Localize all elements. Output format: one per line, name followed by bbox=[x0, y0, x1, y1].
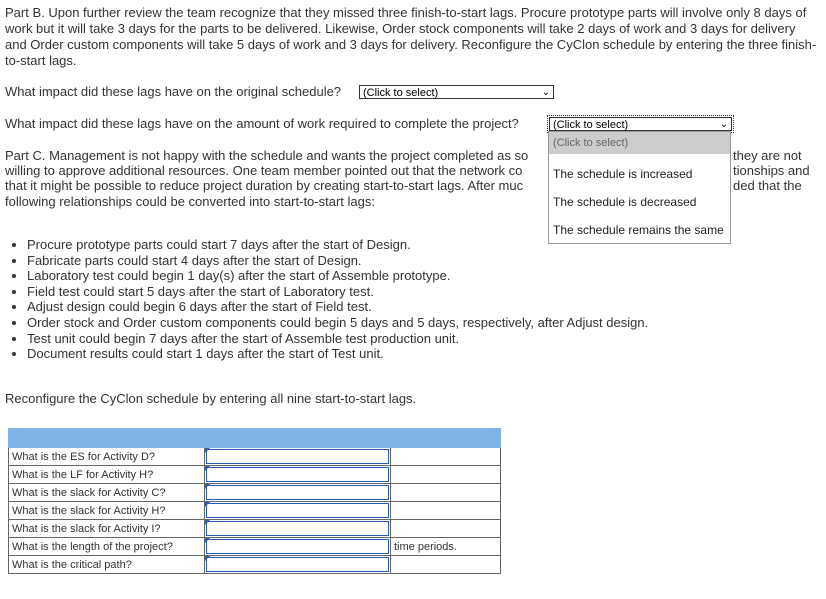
part-c-line-1a: Part C. Management is not happy with the schedule and wants the project completed as so bbox=[5, 148, 529, 163]
chevron-down-icon: ⌄ bbox=[541, 87, 550, 98]
answer-input[interactable] bbox=[205, 520, 391, 538]
table-row bbox=[9, 466, 501, 484]
row-label: What is the slack for Activity C? bbox=[9, 484, 205, 502]
list-item: • Test unit could begin 7 days after the start of Assemble test production unit. bbox=[27, 331, 648, 347]
answer-table bbox=[8, 428, 501, 574]
dropdown-list bbox=[548, 131, 731, 244]
row-unit bbox=[391, 502, 501, 520]
question-work-required: What impact did these lags have on the amount of work required to complete the project? bbox=[5, 116, 519, 131]
dropdown-option[interactable]: (Click to select) bbox=[549, 132, 730, 154]
list-item: • Laboratory test could begin 1 day(s) after the start of Assemble prototype. bbox=[27, 268, 648, 284]
answer-input[interactable] bbox=[205, 448, 391, 466]
table-row bbox=[9, 520, 501, 538]
row-unit bbox=[391, 448, 501, 466]
list-item: • Field test could start 5 days after the start of Laboratory test. bbox=[27, 284, 648, 300]
answer-input[interactable] bbox=[205, 466, 391, 484]
row-label: What is the ES for Activity D? bbox=[9, 448, 205, 466]
row-unit bbox=[391, 466, 501, 484]
part-c-line-4: following relationships could be converted into start-to-start lags: bbox=[5, 194, 375, 209]
part-b-text: Part B. Upon further review the team recognize that they missed three finish-to-start lags. Procure prototype parts will involve only 8 days of work but it will take 3 days for the parts to be delivered. Likewise, Order stock components will take 2 days of work and 3 days for delivery and Order custom components will take 5 days of work and 3 days for delivery. Reconfigure the CyClon schedule by entering the three finish-to-start lags. bbox=[5, 5, 817, 68]
work-required-select[interactable] bbox=[549, 117, 732, 131]
answer-input[interactable] bbox=[205, 538, 391, 556]
chevron-down-icon: ⌄ bbox=[719, 119, 728, 130]
table-row bbox=[9, 556, 501, 574]
original-schedule-select[interactable] bbox=[359, 85, 554, 99]
row-label: What is the critical path? bbox=[9, 556, 205, 574]
select-value: (Click to select) bbox=[553, 119, 629, 131]
part-c-line-2b: tionships and bbox=[733, 163, 810, 178]
select-value: (Click to select) bbox=[363, 87, 439, 99]
list-item: • Procure prototype parts could start 7 days after the start of Design. bbox=[27, 237, 648, 253]
row-label: What is the LF for Activity H? bbox=[9, 466, 205, 484]
list-item: • Fabricate parts could start 4 days after the start of Design. bbox=[27, 253, 648, 269]
dropdown-option[interactable]: The schedule remains the same bbox=[553, 223, 724, 237]
list-item: • Adjust design could begin 6 days after the start of Field test. bbox=[27, 299, 648, 315]
answer-input[interactable] bbox=[205, 556, 391, 574]
row-unit bbox=[391, 520, 501, 538]
table-row bbox=[9, 448, 501, 466]
table-row bbox=[9, 538, 501, 556]
row-unit bbox=[391, 484, 501, 502]
dropdown-option[interactable]: The schedule is decreased bbox=[553, 195, 697, 209]
question-original-schedule: What impact did these lags have on the original schedule? bbox=[5, 84, 342, 99]
table-header-row bbox=[9, 429, 501, 448]
start-to-start-list bbox=[5, 237, 648, 362]
row-unit: time periods. bbox=[391, 538, 501, 556]
part-c-line-3a: that it might be possible to reduce project duration by creating start-to-start lags. After muc bbox=[5, 178, 524, 193]
answer-input[interactable] bbox=[205, 484, 391, 502]
answer-input[interactable] bbox=[205, 502, 391, 520]
list-item: • Document results could start 1 days after the start of Test unit. bbox=[27, 346, 648, 362]
part-c-line-2a: willing to approve additional resources. One team member pointed out that the network co bbox=[5, 163, 523, 178]
dropdown-option[interactable]: The schedule is increased bbox=[553, 167, 693, 181]
row-unit bbox=[391, 556, 501, 574]
row-label: What is the length of the project? bbox=[9, 538, 205, 556]
reconfigure-instruction: Reconfigure the CyClon schedule by entering all nine start-to-start lags. bbox=[5, 391, 417, 406]
part-c-line-3b: ded that the bbox=[733, 178, 802, 193]
row-label: What is the slack for Activity H? bbox=[9, 502, 205, 520]
list-item: • Order stock and Order custom components could begin 5 days and 5 days, respectively, after Adjust design. bbox=[27, 315, 648, 331]
part-c-line-1b: they are not bbox=[733, 148, 802, 163]
table-row bbox=[9, 484, 501, 502]
row-label: What is the slack for Activity I? bbox=[9, 520, 205, 538]
table-row bbox=[9, 502, 501, 520]
